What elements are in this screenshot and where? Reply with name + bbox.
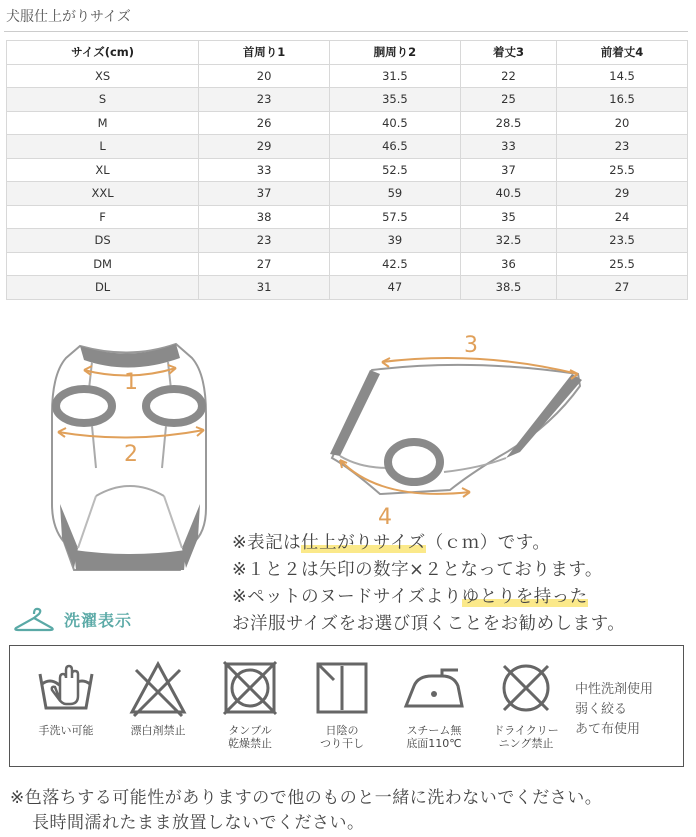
note-3-prefix: ※ペットのヌードサイズより	[232, 587, 462, 607]
cell-neck: 29	[199, 135, 330, 159]
side-garment-illustration	[330, 358, 582, 497]
label-neck-number: 1	[124, 370, 138, 395]
no-bleach-icon	[126, 656, 190, 720]
table-row	[7, 182, 688, 206]
cell-chest: 31.5	[330, 64, 461, 88]
note-1-highlight: 仕上がりサイズ	[301, 533, 426, 553]
care-caption-shade-drip-dry: 日陰の つり干し	[320, 724, 364, 750]
table-header-row	[7, 41, 688, 65]
cell-length: 40.5	[460, 182, 556, 206]
cell-chest: 35.5	[330, 88, 461, 112]
header-size: サイズ(cm)	[7, 41, 199, 65]
cell-neck: 38	[199, 205, 330, 229]
header-length: 着丈3	[460, 41, 556, 65]
cell-length: 37	[460, 158, 556, 182]
care-heading-label: 洗濯表示	[64, 610, 133, 630]
care-item-shade-drip-dry	[300, 656, 384, 750]
cell-front-length: 27	[557, 276, 688, 300]
care-item-no-dry-clean	[484, 656, 568, 750]
label-length-number: 3	[464, 333, 478, 358]
cell-neck: 26	[199, 111, 330, 135]
note-line-3	[232, 584, 625, 611]
table-row	[7, 205, 688, 229]
cell-length: 32.5	[460, 229, 556, 253]
note-line-4: お洋服サイズをお選び頂くことをお勧めします。	[232, 614, 626, 634]
table-row	[7, 276, 688, 300]
footer-notes	[10, 786, 602, 836]
cell-neck: 27	[199, 252, 330, 276]
footer-line-2: 長時間濡れたまま放置しないでください。	[32, 813, 365, 833]
title-divider	[4, 31, 688, 32]
table-row	[7, 64, 688, 88]
care-caption-iron: スチーム無 底面110℃	[406, 724, 462, 750]
cell-size: XS	[7, 64, 199, 88]
cell-front-length: 29	[557, 182, 688, 206]
table-row	[7, 252, 688, 276]
care-item-no-bleach	[116, 656, 200, 737]
cell-neck: 23	[199, 229, 330, 253]
cell-chest: 39	[330, 229, 461, 253]
no-dry-clean-icon	[494, 656, 558, 720]
cell-chest: 57.5	[330, 205, 461, 229]
cell-size: M	[7, 111, 199, 135]
cell-length: 38.5	[460, 276, 556, 300]
cell-size: XL	[7, 158, 199, 182]
cell-length: 22	[460, 64, 556, 88]
care-caption-no-bleach: 漂白剤禁止	[130, 724, 186, 737]
care-extra-2: 弱く絞る	[575, 702, 628, 717]
cell-neck: 23	[199, 88, 330, 112]
no-tumble-dry-icon	[218, 656, 282, 720]
cell-neck: 20	[199, 64, 330, 88]
table-row	[7, 158, 688, 182]
cell-length: 33	[460, 135, 556, 159]
cell-size: XXL	[7, 182, 199, 206]
cell-front-length: 25.5	[557, 252, 688, 276]
care-label-box	[9, 645, 684, 767]
cell-size: S	[7, 88, 199, 112]
footer-line-1: ※色落ちする可能性がありますので他のものと一緒に洗わないでください。	[10, 788, 603, 808]
size-table	[6, 40, 688, 300]
care-caption-hand-wash: 手洗い可能	[38, 724, 94, 737]
cell-chest: 40.5	[330, 111, 461, 135]
care-caption-no-dry-clean: ドライクリー ニング禁止	[493, 724, 559, 750]
care-extra-1: 中性洗剤使用	[575, 682, 654, 697]
cell-size: DM	[7, 252, 199, 276]
cell-neck: 37	[199, 182, 330, 206]
cell-front-length: 23	[557, 135, 688, 159]
cell-size: L	[7, 135, 199, 159]
table-row	[7, 229, 688, 253]
label-front-length-number: 4	[378, 505, 392, 530]
care-item-no-tumble-dry	[208, 656, 292, 750]
note-3-highlight: ゆとりを持った	[461, 587, 588, 607]
cell-size: DL	[7, 276, 199, 300]
cell-front-length: 14.5	[557, 64, 688, 88]
header-chest: 胴周り2	[330, 41, 461, 65]
care-item-iron	[392, 656, 476, 750]
cell-chest: 52.5	[330, 158, 461, 182]
shade-drip-dry-icon	[310, 656, 374, 720]
cell-size: F	[7, 205, 199, 229]
label-chest-number: 2	[124, 442, 138, 467]
cell-chest: 47	[330, 276, 461, 300]
note-1-suffix: （ｃｍ）です。	[425, 533, 551, 553]
cell-length: 28.5	[460, 111, 556, 135]
note-line-2: ※１と２は矢印の数字×２となっております。	[232, 560, 603, 580]
care-item-hand-wash	[24, 656, 108, 737]
table-row	[7, 135, 688, 159]
header-front-length: 前着丈4	[557, 41, 688, 65]
cell-length: 25	[460, 88, 556, 112]
size-notes	[232, 530, 625, 638]
cell-neck: 31	[199, 276, 330, 300]
cell-chest: 59	[330, 182, 461, 206]
table-row	[7, 88, 688, 112]
cell-front-length: 16.5	[557, 88, 688, 112]
iron-icon	[402, 656, 466, 720]
care-extra-3: あて布使用	[575, 722, 641, 737]
table-row	[7, 111, 688, 135]
hand-wash-icon	[34, 656, 98, 720]
cell-chest: 46.5	[330, 135, 461, 159]
cell-front-length: 20	[557, 111, 688, 135]
cell-front-length: 25.5	[557, 158, 688, 182]
cell-neck: 33	[199, 158, 330, 182]
hanger-icon	[12, 606, 56, 632]
header-neck: 首周り1	[199, 41, 330, 65]
cell-length: 36	[460, 252, 556, 276]
cell-length: 35	[460, 205, 556, 229]
cell-front-length: 24	[557, 205, 688, 229]
note-1-prefix: ※表記は	[232, 533, 302, 553]
cell-size: DS	[7, 229, 199, 253]
care-heading	[12, 606, 132, 632]
care-extra-notes	[575, 680, 653, 740]
cell-chest: 42.5	[330, 252, 461, 276]
cell-front-length: 23.5	[557, 229, 688, 253]
note-line-1	[232, 530, 625, 557]
page-title: 犬服仕上がりサイズ	[6, 9, 131, 25]
care-caption-no-tumble-dry: タンブル 乾燥禁止	[228, 724, 272, 750]
